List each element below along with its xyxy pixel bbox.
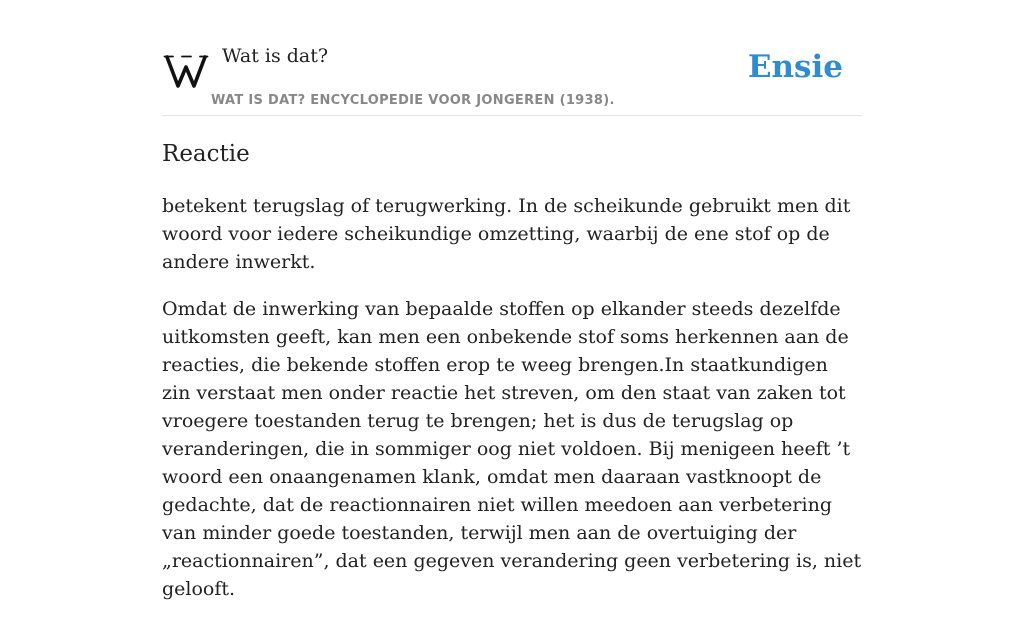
article-paragraph: betekent terugslag of terugwerking. In de scheikunde gebruikt men dit woord voor iedere scheikundige omzetting, waarbij de ene stof op de andere inwerkt. — [162, 195, 851, 273]
site-header — [162, 40, 862, 116]
article-paragraph: Omdat de inwerking van bepaalde stoffen op elkander steeds dezelfde uitkomsten geeft, kan men een onbekende stof soms herkennen aan de reacties, die bekende stoffen erop te weeg brengen.In staatkundigen zin verstaat men onder reactie het streven, om den staat van zaken tot vroegere toestanden terug te brengen; het is dus de terugslag op veranderingen, die in sommiger oog niet voldoen. Bij menigeen heeft ’t woord een onaangenamen klank, omdat men daaraan vastknoopt de gedachte, dat de reactionnairen niet willen meedoen aan verbetering van minder goede toestanden, terwijl men aan de overtuiging der „reactionnairen”, dat een gegeven verandering geen verbetering is, niet gelooft. — [162, 298, 862, 600]
brand-logo-link[interactable]: Ensie — [747, 49, 843, 85]
page-title: Reactie — [162, 141, 250, 167]
source-subtitle: WAT IS DAT? ENCYCLOPEDIE VOOR JONGEREN (1938). — [211, 93, 615, 108]
site-title[interactable]: Wat is dat? — [222, 45, 329, 67]
article-content — [162, 138, 862, 622]
wikipedia-w-icon[interactable] — [164, 51, 208, 91]
